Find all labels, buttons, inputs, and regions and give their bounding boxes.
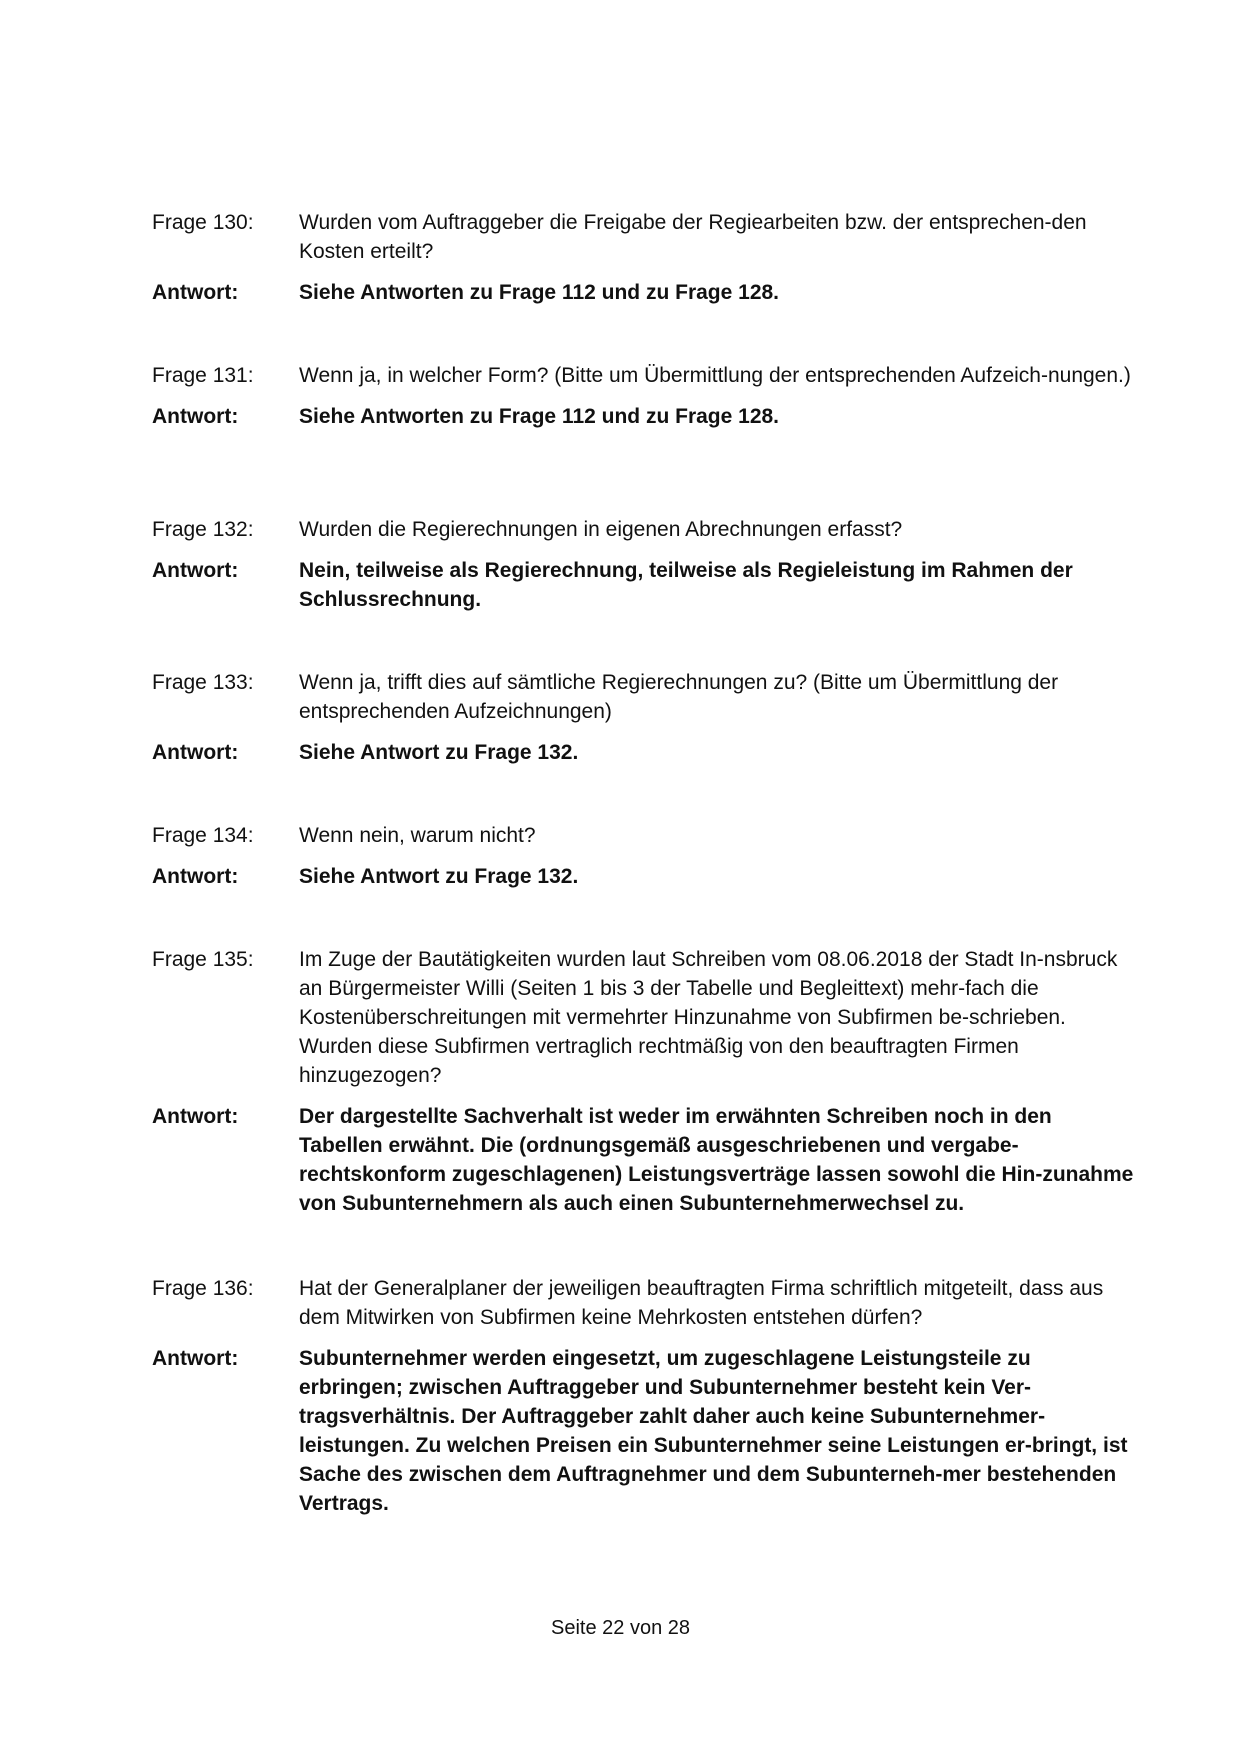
- question-text: Wenn ja, trifft dies auf sämtliche Regierechnungen zu? (Bitte um Übermittlung der entsprechenden Aufzeichnungen): [299, 671, 1059, 723]
- question-row: [152, 515, 1137, 544]
- answer-text: Der dargestellte Sachverhalt ist weder im erwähnten Schreiben noch in den Tabellen erwähnt. Die (ordnungsgemäß ausgeschriebenen und vergabe-rechtskonform zugeschlagenen) Leistungsverträge lassen sowohl die Hin-zunahme von Subunternehmern als auch einen Subunternehmerwechsel zu.: [299, 1105, 1134, 1215]
- answer-label: Antwort:: [152, 405, 239, 428]
- qa-entry-134: [152, 821, 1137, 891]
- qa-entry-136: [152, 1274, 1137, 1518]
- qa-entry-133: [152, 668, 1137, 767]
- answer-label: Antwort:: [152, 1105, 239, 1128]
- answer-label: Antwort:: [152, 559, 239, 582]
- answer-text: Subunternehmer werden eingesetzt, um zugeschlagene Leistungsteile zu erbringen; zwischen Auftraggeber und Subunternehmer besteht kein Ver-tragsverhältnis. Der Auftraggeber zahlt daher auch keine Subunternehmer-leistungen. Zu welchen Preisen ein Subunternehmer seine Leistungen er-bringt, ist Sache des zwischen dem Auftragnehmer und dem Subunterneh-mer bestehenden Vertrags.: [299, 1347, 1128, 1515]
- question-row: [152, 208, 1137, 266]
- question-label: Frage 136:: [152, 1277, 254, 1300]
- question-text: Wurden die Regierechnungen in eigenen Abrechnungen erfasst?: [299, 518, 903, 541]
- question-label: Frage 134:: [152, 824, 254, 847]
- question-row: [152, 668, 1137, 726]
- question-label: Frage 133:: [152, 671, 254, 694]
- answer-text: Siehe Antwort zu Frage 132.: [299, 741, 579, 764]
- answer-row: [152, 1344, 1137, 1518]
- question-row: [152, 1274, 1137, 1332]
- answer-label: Antwort:: [152, 741, 239, 764]
- qa-entry-135: [152, 945, 1137, 1218]
- answer-label: Antwort:: [152, 281, 239, 304]
- question-label: Frage 132:: [152, 518, 254, 541]
- question-row: [152, 361, 1137, 390]
- qa-entry-131: [152, 361, 1137, 431]
- answer-text: Siehe Antworten zu Frage 112 und zu Frage 128.: [299, 281, 780, 304]
- answer-row: [152, 1102, 1137, 1218]
- question-label: Frage 131:: [152, 364, 254, 387]
- question-text: Im Zuge der Bautätigkeiten wurden laut Schreiben vom 08.06.2018 der Stadt In-nsbruck an Bürgermeister Willi (Seiten 1 bis 3 der Tabelle und Begleittext) mehr-fach die Kostenüberschreitungen mit vermehrter Hinzunahme von Subfirmen be-schrieben. Wurden diese Subfirmen vertraglich rechtmäßig von den beauftragten Firmen hinzugezogen?: [299, 948, 1118, 1087]
- answer-row: [152, 556, 1137, 614]
- answer-text: Siehe Antworten zu Frage 112 und zu Frage 128.: [299, 405, 780, 428]
- question-text: Wenn nein, warum nicht?: [299, 824, 536, 847]
- qa-entry-130: [152, 208, 1137, 307]
- qa-entry-132: [152, 515, 1137, 614]
- answer-text: Nein, teilweise als Regierechnung, teilweise als Regieleistung im Rahmen der Schlussrechnung.: [299, 559, 1073, 611]
- question-label: Frage 135:: [152, 948, 254, 971]
- answer-row: [152, 278, 1137, 307]
- question-row: [152, 821, 1137, 850]
- answer-row: [152, 862, 1137, 891]
- question-text: Wurden vom Auftraggeber die Freigabe der Regiearbeiten bzw. der entsprechen-den Kosten erteilt?: [299, 211, 1087, 263]
- question-label: Frage 130:: [152, 211, 254, 234]
- answer-row: [152, 738, 1137, 767]
- answer-label: Antwort:: [152, 865, 239, 888]
- answer-label: Antwort:: [152, 1347, 239, 1370]
- question-text: Wenn ja, in welcher Form? (Bitte um Übermittlung der entsprechenden Aufzeich-nungen.): [299, 364, 1131, 387]
- question-row: [152, 945, 1137, 1090]
- page-number-footer: Seite 22 von 28: [551, 1617, 690, 1639]
- answer-row: [152, 402, 1137, 431]
- answer-text: Siehe Antwort zu Frage 132.: [299, 865, 579, 888]
- question-text: Hat der Generalplaner der jeweiligen beauftragten Firma schriftlich mitgeteilt, dass aus dem Mitwirken von Subfirmen keine Mehrkosten entstehen dürfen?: [299, 1277, 1104, 1329]
